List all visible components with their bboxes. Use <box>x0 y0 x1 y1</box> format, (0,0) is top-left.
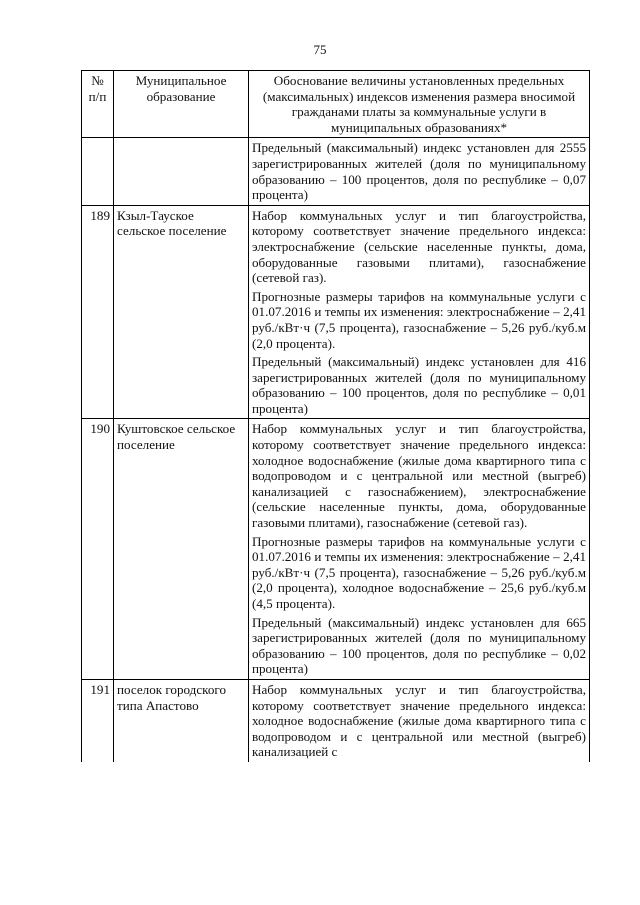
paragraph-index: Предельный (максимальный) индекс установлен для 665 зарегистрированных жителей (доля по муниципальному образованию – 100 процентов, доля по республике – 0,02 процента) <box>252 614 586 677</box>
paragraph-index: Предельный (максимальный) индекс установлен для 2555 зарегистрированных жителей (доля по муниципальному образованию – 100 процентов, доля по республике – 0,07 процента) <box>252 140 586 203</box>
page-number: 75 <box>313 42 327 57</box>
cell-municipality: Кзыл-Тауское сельское поселение <box>114 205 249 419</box>
table-row-continuation <box>82 138 590 205</box>
cell-number: 189 <box>82 205 114 419</box>
tariff-index-table <box>81 70 590 762</box>
paragraph-services: Набор коммунальных услуг и тип благоустройства, которому соответствует значение предельного индекса: холодное водоснабжение (жилые дома квартирного типа с водопроводом и с центральной или местной (выгреб) канализацией с газоснабжением), электроснабжение (сельские населенные пункты, дома, оборудованные газовыми плитами), газоснабжение (сетевой газ). <box>252 421 586 531</box>
cell-justification <box>249 679 590 761</box>
cell-number: 191 <box>82 679 114 761</box>
table-row <box>82 679 590 761</box>
paragraph-tariffs: Прогнозные размеры тарифов на коммунальные услуги с 01.07.2016 и темпы их изменения: электроснабжение – 2,41 руб./кВт·ч (7,5 процента), газоснабжение – 5,26 руб./куб.м (2,0 процента). <box>252 288 586 351</box>
cell-municipality: поселок городского типа Апастово <box>114 679 249 761</box>
paragraph-index: Предельный (максимальный) индекс установлен для 416 зарегистрированных жителей (доля по муниципальному образованию – 100 процентов, доля по республике – 0,01 процента) <box>252 354 586 416</box>
table-row <box>82 419 590 680</box>
header-municipality: Муниципальное образование <box>114 71 249 138</box>
cell-justification <box>249 419 590 680</box>
paragraph-tariffs: Прогнозные размеры тарифов на коммунальные услуги с 01.07.2016 и темпы их изменения: электроснабжение – 2,41 руб./кВт·ч (7,5 процента), газоснабжение – 5,26 руб./куб.м (2,0 процента), холодное водоснабжение – 25,6 руб./куб.м (4,5 процента). <box>252 533 586 611</box>
cell-number: 190 <box>82 419 114 680</box>
paragraph-services: Набор коммунальных услуг и тип благоустройства, которому соответствует значение предельного индекса: холодное водоснабжение (жилые дома квартирного типа с водопроводом и с центральной или местной (выгреб) канализацией с <box>252 681 586 760</box>
table-row <box>82 205 590 419</box>
cell-number <box>82 138 114 205</box>
paragraph-services: Набор коммунальных услуг и тип благоустройства, которому соответствует значение предельного индекса: электроснабжение (сельские населенные пункты, дома, оборудованные газовыми плитами), газоснабжение (сетевой газ). <box>252 207 586 286</box>
cell-municipality <box>114 138 249 205</box>
cell-justification <box>249 205 590 419</box>
header-justification: Обоснование величины установленных предельных (максимальных) индексов изменения размера вносимой гражданами платы за коммунальные услуги в муниципальных образованиях* <box>249 71 590 138</box>
header-number: № п/п <box>82 71 114 138</box>
table-header-row <box>82 71 590 138</box>
cell-justification <box>249 138 590 205</box>
cell-municipality: Куштовское сельское поселение <box>114 419 249 680</box>
